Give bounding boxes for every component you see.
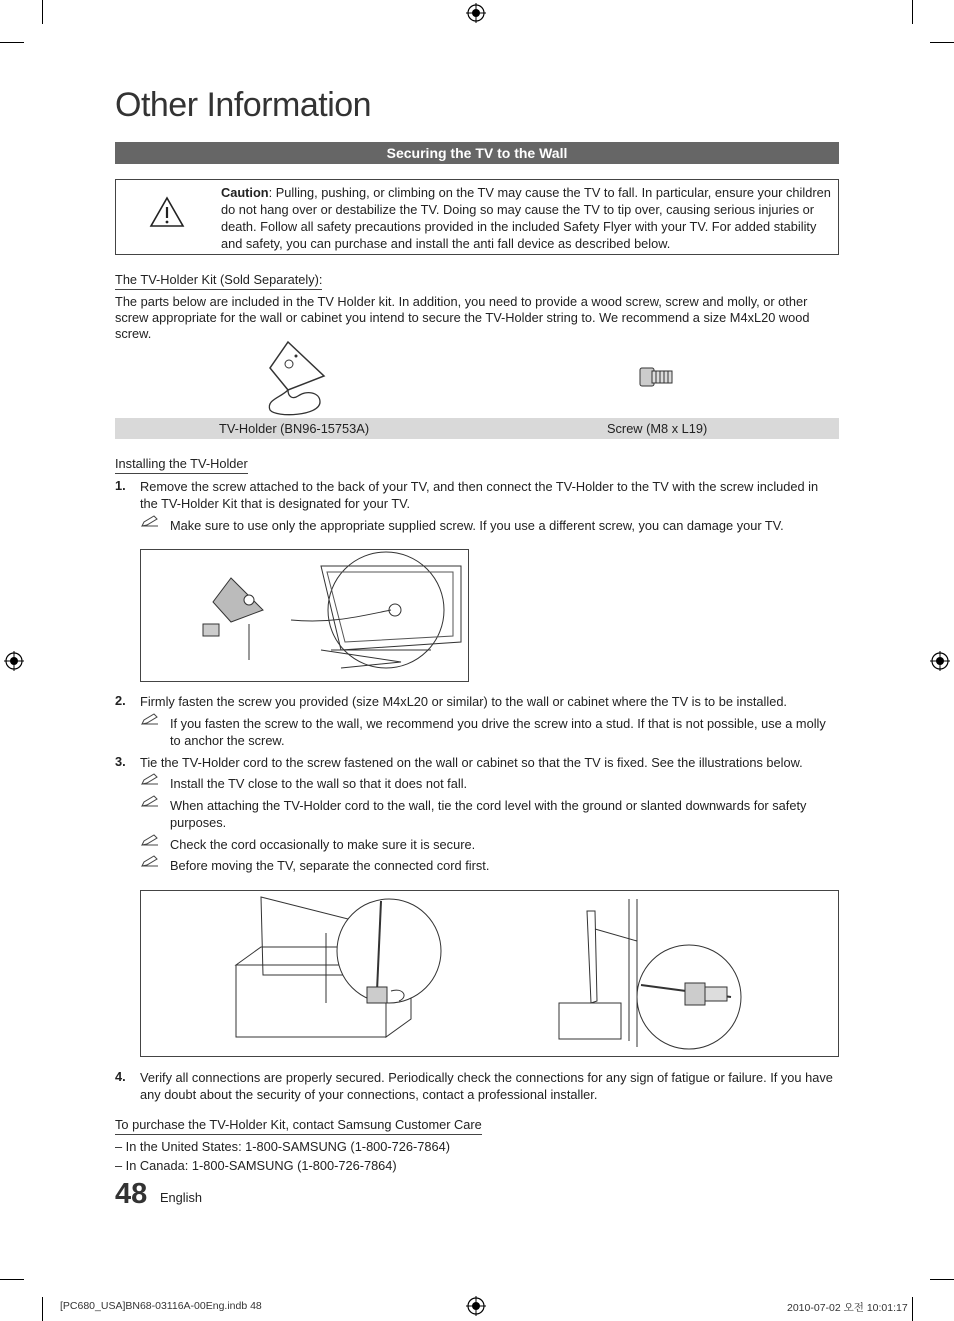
parts-bar xyxy=(115,418,839,439)
crop-mark xyxy=(0,42,24,43)
screw-icon xyxy=(636,360,678,394)
note-pencil-icon xyxy=(141,713,159,725)
caution-box xyxy=(115,179,839,255)
contact-us: – In the United States: 1-800-SAMSUNG (1-800-726-7864) xyxy=(115,1139,451,1154)
purchase-heading: To purchase the TV-Holder Kit, contact Samsung Customer Care xyxy=(115,1117,482,1135)
crop-mark xyxy=(912,0,913,24)
figure-tie-cord xyxy=(140,890,839,1057)
figure-attach-holder xyxy=(140,549,469,682)
caution-text xyxy=(221,184,833,252)
part-tv-holder-label: TV-Holder (BN96-15753A) xyxy=(219,421,370,436)
caution-body: : Pulling, pushing, or climbing on the TV may cause the TV to fall. In particular, ensure your children do not hang over or destabilize the TV. Doing so may cause the TV to tip over, causing serious injuries or death. Follow all safety precautions provided in the included Safety Flyer with your TV. For added stability and safety, you can purchase and install the anti fall device as described below. xyxy=(221,185,831,251)
note-pencil-icon xyxy=(141,855,159,867)
page-language: English xyxy=(160,1190,202,1205)
step-text: Verify all connections are properly secured. Periodically check the connections for any sign of fatigue or failure. If you have any doubt about the security of your connections, contact a professional installer. xyxy=(140,1070,833,1102)
crop-mark xyxy=(0,1279,24,1280)
step-text: Tie the TV-Holder cord to the screw fastened on the wall or cabinet so that the TV is fixed. See the illustrations below. xyxy=(140,755,803,770)
step-text: Remove the screw attached to the back of your TV, and then connect the TV-Holder to the TV with the screw included in the TV-Holder Kit that is designated for your TV. xyxy=(140,479,819,511)
page-number: 48 xyxy=(115,1178,148,1210)
step-text: Firmly fasten the screw you provided (size M4xL20 or similar) to the wall or cabinet where the TV is to be installed. xyxy=(140,694,787,709)
install-heading: Installing the TV-Holder xyxy=(115,456,248,474)
registration-mark-icon xyxy=(466,3,486,23)
step-number: 1. xyxy=(115,478,126,493)
step-note: When attaching the TV-Holder cord to the wall, tie the cord level with the ground or slanted downwards for safety purposes. xyxy=(170,798,807,830)
step-note: Check the cord occasionally to make sure it is secure. xyxy=(170,837,476,852)
registration-mark-icon xyxy=(930,651,950,671)
crop-mark xyxy=(930,42,954,43)
part-screw-label: Screw (M8 x L19) xyxy=(607,421,708,436)
note-pencil-icon xyxy=(141,834,159,846)
step-note: Before moving the TV, separate the connected cord first. xyxy=(170,858,490,873)
note-pencil-icon xyxy=(141,515,159,527)
crop-mark xyxy=(42,0,43,24)
crop-mark xyxy=(912,1297,913,1321)
note-pencil-icon xyxy=(141,795,159,807)
caution-label: Caution xyxy=(221,185,269,200)
crop-mark xyxy=(42,1297,43,1321)
kit-heading: The TV-Holder Kit (Sold Separately): xyxy=(115,272,322,290)
tv-holder-icon xyxy=(262,338,332,416)
step-number: 3. xyxy=(115,754,126,769)
crop-mark xyxy=(930,1279,954,1280)
step-number: 2. xyxy=(115,693,126,708)
contact-canada: – In Canada: 1-800-SAMSUNG (1-800-726-7864) xyxy=(115,1158,397,1173)
step-number: 4. xyxy=(115,1069,126,1084)
step-note: Install the TV close to the wall so that it does not fall. xyxy=(170,776,468,791)
registration-mark-icon xyxy=(466,1296,486,1316)
step-note: If you fasten the screw to the wall, we recommend you drive the screw into a stud. If that is not possible, use a molly to anchor the screw. xyxy=(170,716,826,748)
note-pencil-icon xyxy=(141,773,159,785)
kit-description: The parts below are included in the TV Holder kit. In addition, you need to provide a wood screw, screw and molly, or other screw appropriate for the wall or cabinet you intend to secure the TV-Holder string to. We recommend a size M4xL20 wood screw. xyxy=(115,294,810,341)
section-header: Securing the TV to the Wall xyxy=(115,142,839,164)
footer-date: 2010-07-02 오전 10:01:17 xyxy=(787,1302,908,1314)
registration-mark-icon xyxy=(4,651,24,671)
warning-icon xyxy=(149,196,185,228)
footer-file: [PC680_USA]BN68-03116A-00Eng.indb 48 xyxy=(60,1300,262,1312)
page-title: Other Information xyxy=(115,86,372,124)
step-note: Make sure to use only the appropriate supplied screw. If you use a different screw, you can damage your TV. xyxy=(170,518,784,533)
